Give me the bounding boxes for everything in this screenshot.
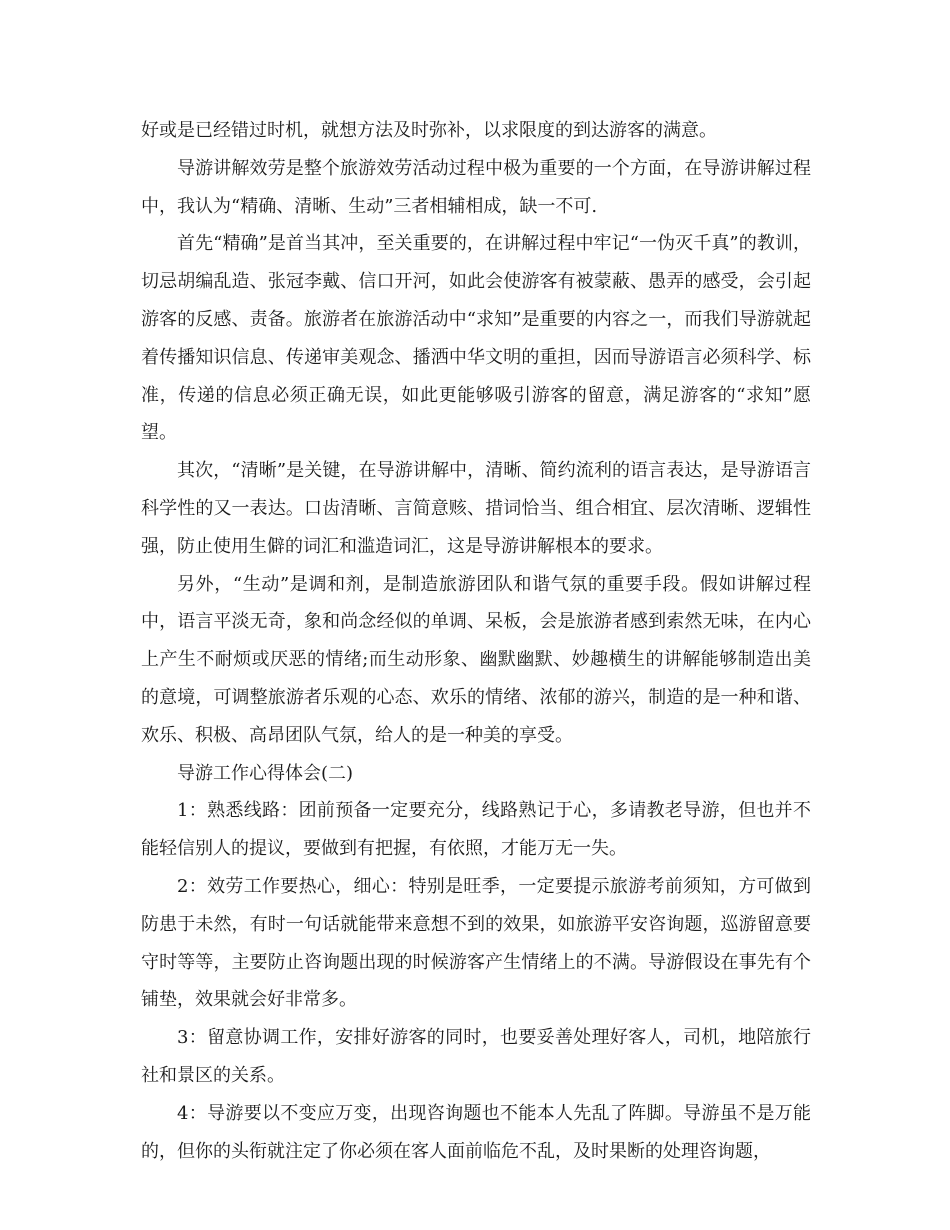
paragraph: 导游讲解效劳是整个旅游效劳活动过程中极为重要的一个方面，在导游讲解过程中，我认为“精确、清晰、生动”三者相辅相成，缺一不可. [141,157,811,217]
section-heading: 导游工作心得体会(二) [177,762,354,784]
paragraph: 其次，“清晰”是关键，在导游讲解中，清晰、简约流利的语言表达，是导游语言科学性的又一表达。口齿清晰、言简意赅、措词恰当、组合相宜、层次清晰、逻辑性强，防止使用生僻的词汇和滥造词汇，这是导游讲解根本的要求。 [141,460,811,557]
paragraph: 好或是已经错过时机，就想方法及时弥补，以求限度的到达游客的满意。 [141,120,717,141]
paragraph: 另外，“生动”是调和剂，是制造旅游团队和谐气氛的重要手段。假如讲解过程中，语言平淡无奇，象和尚念经似的单调、呆板，会是旅游者感到索然无味，在内心上产生不耐烦或厌恶的情绪;而生动形象、幽默幽默、妙趣横生的讲解能够制造出美的意境，可调整旅游者乐观的心态、欢乐的情绪、浓郁的游兴，制造的是一种和谐、欢乐、积极、高昂团队气氛，给人的是一种美的享受。 [141,573,811,746]
document-body [141,112,811,1170]
list-item: 4：导游要以不变应万变，出现咨询题也不能本人先乱了阵脚。导游虽不是万能的，但你的头衔就注定了你必须在客人面前临危不乱，及时果断的处理咨询题， [141,1102,811,1162]
paragraph: 首先“精确”是首当其冲，至关重要的，在讲解过程中牢记“一伪灭千真”的教训，切忌胡编乱造、张冠李戴、信口开河，如此会使游客有被蒙蔽、愚弄的感受，会引起游客的反感、责备。旅游者在旅游活动中“求知”是重要的内容之一，而我们导游就起着传播知识信息、传递审美观念、播洒中华文明的重担，因而导游语言必须科学、标准，传递的信息必须正确无误，如此更能够吸引游客的留意，满足游客的“求知”愿望。 [141,233,811,444]
list-item: 2：效劳工作要热心，细心：特别是旺季，一定要提示旅游考前须知，方可做到防患于未然，有时一句话就能带来意想不到的效果，如旅游平安咨询题，巡游留意要守时等等，主要防止咨询题出现的时候游客产生情绪上的不满。导游假设在事先有个铺垫，效果就会好非常多。 [141,875,811,1011]
list-item: 1：熟悉线路：团前预备一定要充分，线路熟记于心，多请教老导游，但也并不能轻信别人的提议，要做到有把握，有依照，才能万无一失。 [141,800,811,860]
list-item: 3：留意协调工作，安排好游客的同时，也要妥善处理好客人，司机，地陪旅行社和景区的关系。 [141,1027,811,1086]
